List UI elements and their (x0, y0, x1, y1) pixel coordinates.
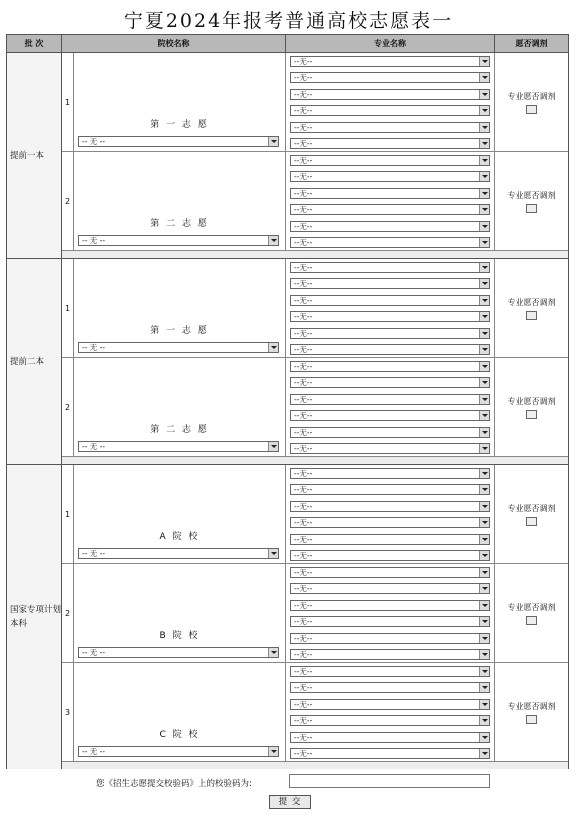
major-select-value: --无-- (294, 568, 313, 577)
major-select-value: --无-- (294, 279, 313, 289)
school-choice-label: 第 一 志 愿 (150, 120, 209, 130)
adjust-cell (495, 358, 568, 456)
major-select[interactable] (290, 484, 490, 495)
dropdown-arrow-icon[interactable] (479, 716, 489, 725)
major-select-value: --无-- (294, 138, 313, 148)
verification-code-input[interactable] (289, 774, 490, 788)
dropdown-arrow-icon[interactable] (479, 683, 489, 692)
major-select[interactable] (290, 501, 490, 512)
adjust-label: 专业愿否调剂 (507, 602, 556, 612)
dropdown-arrow-icon[interactable] (268, 236, 278, 245)
dropdown-arrow-icon[interactable] (479, 601, 489, 610)
major-select-value: --无-- (294, 89, 313, 99)
dropdown-arrow-icon[interactable] (268, 343, 278, 352)
dropdown-arrow-icon[interactable] (479, 73, 489, 82)
choice-number: 2 (62, 152, 74, 250)
major-select[interactable] (290, 394, 490, 405)
major-select[interactable] (290, 649, 490, 660)
dropdown-arrow-icon[interactable] (479, 378, 489, 387)
dropdown-arrow-icon[interactable] (479, 667, 489, 676)
major-select-value: --无-- (294, 501, 313, 511)
page-title: 宁夏2024年报考普通高校志愿表一 (123, 10, 454, 32)
major-select-value: --无-- (294, 716, 313, 726)
major-select[interactable] (290, 616, 490, 627)
major-select-value: --无-- (294, 263, 313, 272)
dropdown-arrow-icon[interactable] (479, 568, 489, 577)
dropdown-arrow-icon[interactable] (479, 90, 489, 99)
major-select-value: --无-- (294, 649, 313, 659)
choice-row (62, 465, 568, 564)
school-cell (74, 152, 286, 250)
dropdown-arrow-icon[interactable] (479, 57, 489, 66)
submit-button[interactable]: 提 交 (269, 795, 311, 809)
major-select-value: --无-- (294, 394, 313, 404)
major-select[interactable] (290, 633, 490, 644)
dropdown-arrow-icon[interactable] (479, 189, 489, 198)
batch-choices (62, 53, 568, 258)
adjust-label: 专业愿否调剂 (507, 396, 556, 406)
major-select[interactable] (290, 550, 490, 561)
adjust-cell (495, 259, 568, 357)
batch-label: 提前一本 (7, 53, 62, 258)
major-cell (286, 564, 495, 662)
major-select[interactable] (290, 188, 490, 199)
dropdown-arrow-icon[interactable] (479, 535, 489, 544)
adjust-cell (495, 564, 568, 662)
major-select[interactable] (290, 699, 490, 710)
major-select-value: --无-- (294, 584, 313, 594)
major-select[interactable] (290, 105, 490, 116)
header-batch: 批 次 (7, 35, 62, 52)
school-select[interactable] (78, 136, 279, 147)
school-select-value: -- 无 -- (82, 137, 106, 146)
adjust-label: 专业愿否调剂 (507, 297, 556, 307)
major-select-value: --无-- (294, 362, 313, 371)
major-select[interactable] (290, 237, 490, 248)
major-select[interactable] (290, 682, 490, 693)
school-select[interactable] (78, 235, 279, 246)
major-select-value: --无-- (294, 378, 313, 388)
choice-number: 3 (62, 663, 74, 761)
school-cell (74, 465, 286, 563)
major-select-value: --无-- (294, 732, 313, 742)
dropdown-arrow-icon[interactable] (479, 329, 489, 338)
application-form-table (6, 34, 569, 770)
major-select-value: --无-- (294, 295, 313, 305)
adjust-cell (495, 53, 568, 151)
school-cell (74, 259, 286, 357)
major-select[interactable] (290, 155, 490, 166)
school-select[interactable] (78, 342, 279, 353)
choice-number: 1 (62, 53, 74, 151)
header-adjust: 愿否调剂 (515, 39, 548, 48)
major-select-value: --无-- (294, 534, 313, 544)
major-select[interactable] (290, 295, 490, 306)
table-header (7, 35, 568, 53)
school-choice-label: 第 二 志 愿 (150, 219, 209, 229)
adjust-checkbox[interactable] (526, 715, 537, 724)
adjust-label: 专业愿否调剂 (507, 190, 556, 200)
major-select-value: --无-- (294, 221, 313, 231)
major-select[interactable] (290, 56, 490, 67)
adjust-cell (495, 465, 568, 563)
major-select-value: --无-- (294, 699, 313, 709)
school-cell (74, 663, 286, 761)
dropdown-arrow-icon[interactable] (479, 584, 489, 593)
major-select[interactable] (290, 311, 490, 322)
dropdown-arrow-icon[interactable] (479, 345, 489, 354)
major-select-value: --无-- (294, 312, 313, 322)
school-select-value: -- 无 -- (82, 343, 106, 352)
choice-row (62, 663, 568, 762)
batch-spacer (62, 762, 568, 769)
school-choice-label: A 院 校 (159, 532, 200, 542)
dropdown-arrow-icon[interactable] (479, 733, 489, 742)
school-select-value: -- 无 -- (82, 236, 106, 245)
dropdown-arrow-icon[interactable] (479, 279, 489, 288)
major-cell (286, 663, 495, 761)
major-select[interactable] (290, 138, 490, 149)
adjust-checkbox[interactable] (526, 311, 537, 320)
batch-spacer (62, 251, 568, 258)
verification-code-label: 您《招生志愿提交校验码》上的校验码为: (96, 779, 252, 789)
choice-row (62, 564, 568, 663)
dropdown-arrow-icon[interactable] (479, 205, 489, 214)
batch-label: 提前二本 (7, 259, 62, 464)
choice-row (62, 53, 568, 152)
major-select-value: --无-- (294, 600, 313, 610)
school-select[interactable] (78, 647, 279, 658)
batch-section (7, 465, 568, 769)
major-select-value: --无-- (294, 57, 313, 66)
major-select[interactable] (290, 410, 490, 421)
major-select[interactable] (290, 344, 490, 355)
major-select[interactable] (290, 732, 490, 743)
school-choice-label: 第 一 志 愿 (150, 326, 209, 336)
major-select-value: --无-- (294, 427, 313, 437)
adjust-checkbox[interactable] (526, 517, 537, 526)
dropdown-arrow-icon[interactable] (479, 106, 489, 115)
major-select-value: --无-- (294, 205, 313, 215)
footer (6, 769, 569, 813)
major-cell (286, 152, 495, 250)
major-select-value: --无-- (294, 73, 313, 83)
major-select[interactable] (290, 122, 490, 133)
dropdown-arrow-icon[interactable] (479, 551, 489, 560)
major-select[interactable] (290, 262, 490, 273)
dropdown-arrow-icon[interactable] (479, 395, 489, 404)
dropdown-arrow-icon[interactable] (479, 469, 489, 478)
major-select[interactable] (290, 583, 490, 594)
major-select-value: --无-- (294, 106, 313, 116)
dropdown-arrow-icon[interactable] (479, 238, 489, 247)
choice-number: 2 (62, 358, 74, 456)
major-select-value: --无-- (294, 667, 313, 676)
major-select[interactable] (290, 89, 490, 100)
major-select[interactable] (290, 517, 490, 528)
major-cell (286, 259, 495, 357)
major-select-value: --无-- (294, 617, 313, 627)
choice-number: 1 (62, 465, 74, 563)
dropdown-arrow-icon[interactable] (479, 485, 489, 494)
batch-choices (62, 465, 568, 769)
dropdown-arrow-icon[interactable] (479, 411, 489, 420)
major-select[interactable] (290, 427, 490, 438)
choice-row (62, 259, 568, 358)
major-select-value: --无-- (294, 443, 313, 453)
major-select-value: --无-- (294, 633, 313, 643)
major-select[interactable] (290, 715, 490, 726)
major-select[interactable] (290, 567, 490, 578)
dropdown-arrow-icon[interactable] (479, 749, 489, 758)
major-select-value: --无-- (294, 156, 313, 165)
major-select[interactable] (290, 72, 490, 83)
dropdown-arrow-icon[interactable] (268, 549, 278, 558)
choice-row (62, 358, 568, 457)
dropdown-arrow-icon[interactable] (479, 634, 489, 643)
dropdown-arrow-icon[interactable] (479, 172, 489, 181)
dropdown-arrow-icon[interactable] (479, 296, 489, 305)
school-select[interactable] (78, 746, 279, 757)
school-cell (74, 358, 286, 456)
major-select[interactable] (290, 748, 490, 759)
major-select-value: --无-- (294, 172, 313, 182)
major-select-value: --无-- (294, 122, 313, 132)
dropdown-arrow-icon[interactable] (479, 700, 489, 709)
dropdown-arrow-icon[interactable] (268, 648, 278, 657)
major-select-value: --无-- (294, 469, 313, 478)
school-select-value: -- 无 -- (82, 648, 106, 657)
major-select[interactable] (290, 204, 490, 215)
adjust-checkbox[interactable] (526, 105, 537, 114)
major-select-value: --无-- (294, 518, 313, 528)
dropdown-arrow-icon[interactable] (268, 137, 278, 146)
major-select[interactable] (290, 171, 490, 182)
dropdown-arrow-icon[interactable] (268, 747, 278, 756)
adjust-label: 专业愿否调剂 (507, 503, 556, 513)
major-select[interactable] (290, 361, 490, 372)
major-select[interactable] (290, 328, 490, 339)
adjust-checkbox[interactable] (526, 616, 537, 625)
school-choice-label: C 院 校 (159, 730, 200, 740)
dropdown-arrow-icon[interactable] (479, 502, 489, 511)
choice-row (62, 152, 568, 251)
dropdown-arrow-icon[interactable] (479, 650, 489, 659)
dropdown-arrow-icon[interactable] (479, 444, 489, 453)
major-select-value: --无-- (294, 344, 313, 354)
school-select-value: -- 无 -- (82, 747, 106, 756)
header-major: 专业名称 (286, 35, 495, 52)
dropdown-arrow-icon[interactable] (479, 362, 489, 371)
school-choice-label: 第 二 志 愿 (150, 425, 209, 435)
adjust-cell (495, 152, 568, 250)
major-select-value: --无-- (294, 550, 313, 560)
major-cell (286, 465, 495, 563)
adjust-label: 专业愿否调剂 (507, 701, 556, 711)
batch-spacer (62, 457, 568, 464)
batches-container (7, 53, 568, 769)
dropdown-arrow-icon[interactable] (479, 222, 489, 231)
dropdown-arrow-icon[interactable] (479, 156, 489, 165)
school-cell (74, 53, 286, 151)
school-select-value: -- 无 -- (82, 549, 106, 558)
dropdown-arrow-icon[interactable] (479, 312, 489, 321)
school-choice-label: B 院 校 (159, 631, 200, 641)
major-select-value: --无-- (294, 411, 313, 421)
dropdown-arrow-icon[interactable] (479, 263, 489, 272)
major-select-value: --无-- (294, 748, 313, 758)
batch-choices (62, 259, 568, 464)
dropdown-arrow-icon[interactable] (479, 518, 489, 527)
major-select-value: --无-- (294, 683, 313, 693)
major-cell (286, 53, 495, 151)
dropdown-arrow-icon[interactable] (268, 442, 278, 451)
dropdown-arrow-icon[interactable] (479, 428, 489, 437)
major-select-value: --无-- (294, 485, 313, 495)
dropdown-arrow-icon[interactable] (479, 123, 489, 132)
major-select[interactable] (290, 221, 490, 232)
choice-number: 1 (62, 259, 74, 357)
major-select[interactable] (290, 377, 490, 388)
major-select[interactable] (290, 666, 490, 677)
adjust-checkbox[interactable] (526, 204, 537, 213)
dropdown-arrow-icon[interactable] (479, 617, 489, 626)
school-select-value: -- 无 -- (82, 442, 106, 451)
adjust-checkbox[interactable] (526, 410, 537, 419)
header-school: 院校名称 (62, 35, 286, 52)
batch-label: 国家专项计划本科 (7, 465, 62, 769)
adjust-label: 专业愿否调剂 (507, 91, 556, 101)
major-select-value: --无-- (294, 237, 313, 247)
major-select[interactable] (290, 600, 490, 611)
major-select-value: --无-- (294, 328, 313, 338)
choice-number: 2 (62, 564, 74, 662)
batch-section (7, 53, 568, 259)
major-select-value: --无-- (294, 188, 313, 198)
school-select[interactable] (78, 548, 279, 559)
batch-section (7, 259, 568, 465)
adjust-cell (495, 663, 568, 761)
dropdown-arrow-icon[interactable] (479, 139, 489, 148)
major-select[interactable] (290, 534, 490, 545)
major-select[interactable] (290, 443, 490, 454)
major-select[interactable] (290, 278, 490, 289)
school-cell (74, 564, 286, 662)
major-select[interactable] (290, 468, 490, 479)
major-cell (286, 358, 495, 456)
school-select[interactable] (78, 441, 279, 452)
